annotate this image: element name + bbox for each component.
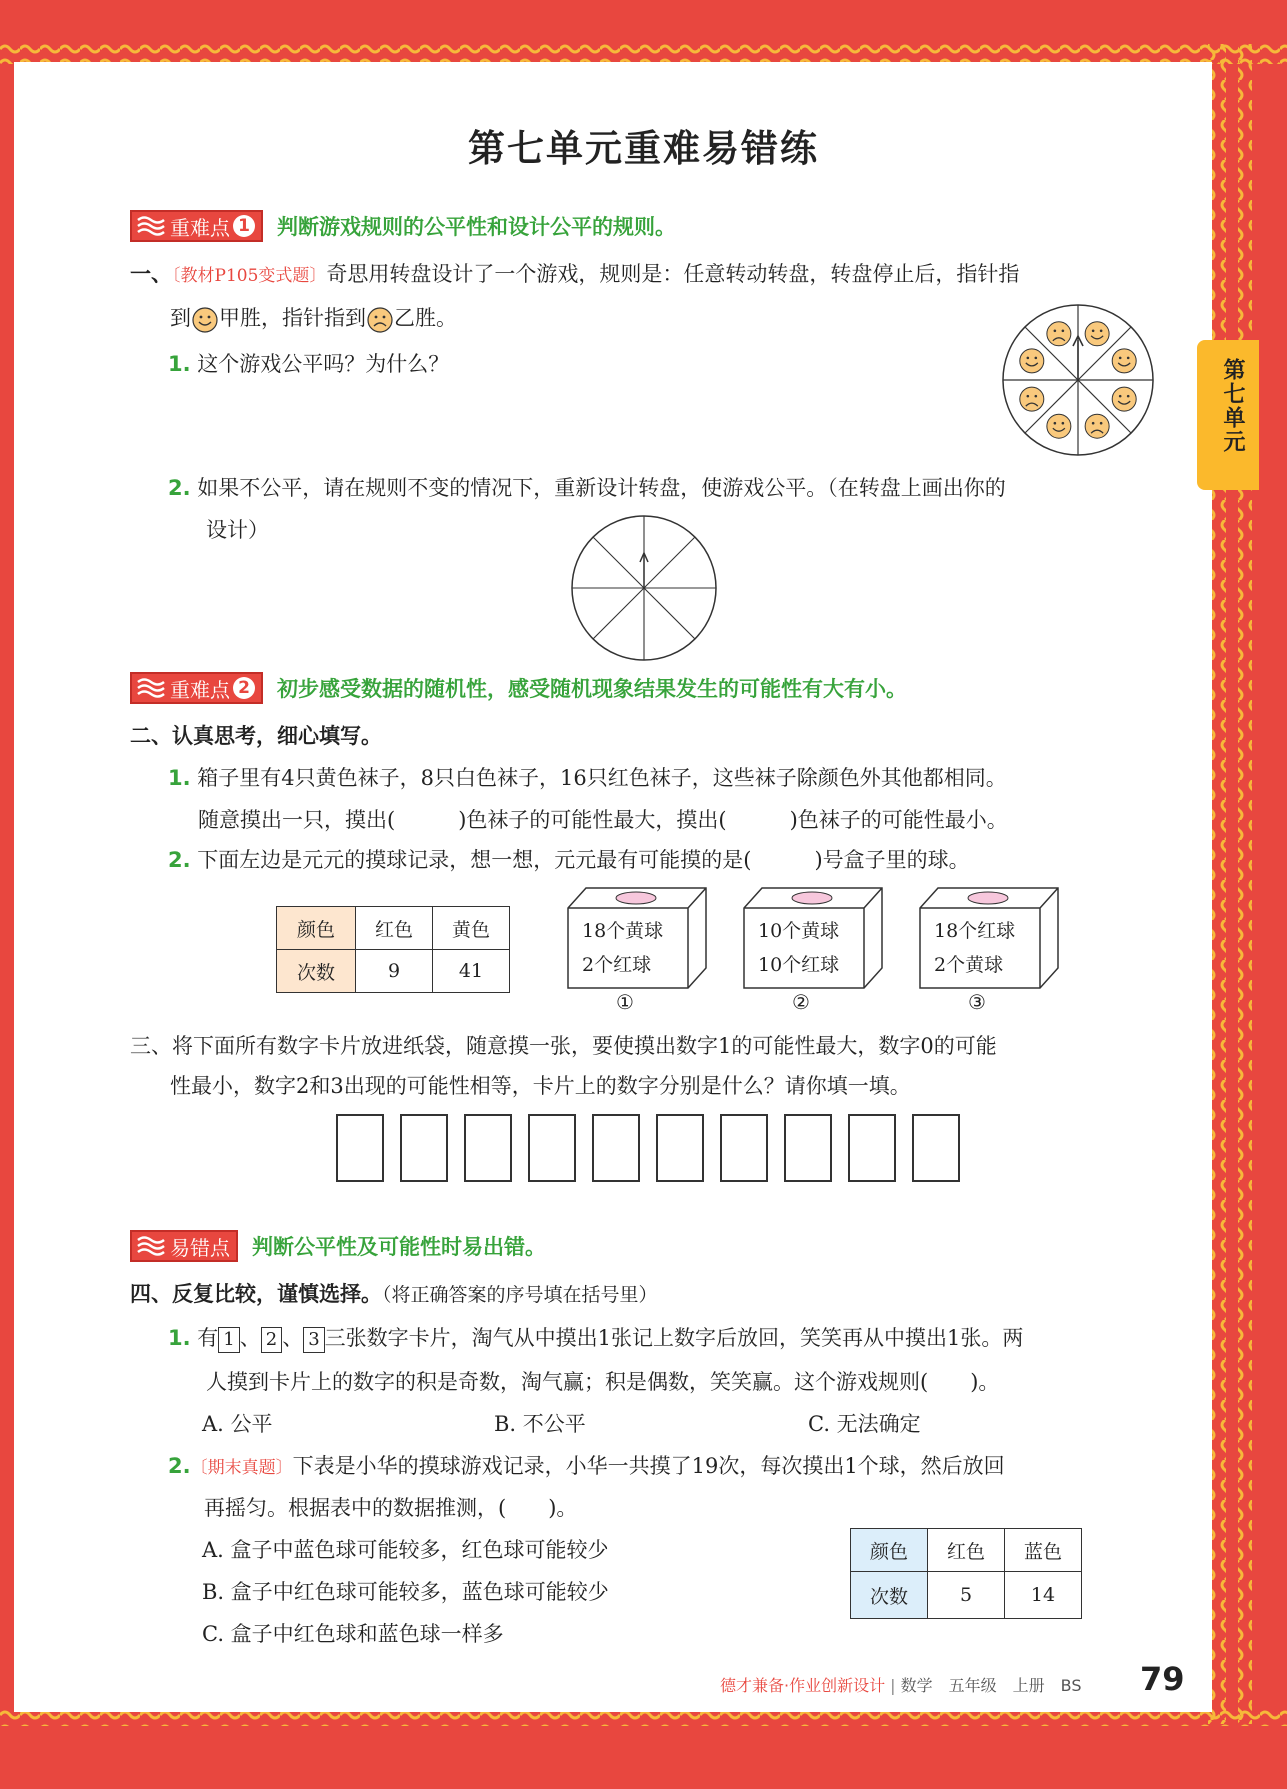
q4-sub1-pre: 有 — [197, 1326, 219, 1350]
sad-face-icon — [366, 306, 394, 334]
q1-sub2-text: 如果不公平，请在规则不变的情况下，重新设计转盘，使游戏公平。（在转盘上画出你的 — [197, 476, 1006, 500]
sad-face-icon — [1047, 322, 1071, 346]
box-number: ② — [792, 990, 810, 1014]
footer: 德才兼备·作业创新设计 | 数学 五年级 上册 BS — [720, 1676, 1082, 1695]
q4-sub1-line2: 人摸到卡片上的数字的积是奇数，淘气赢；积是偶数，笑笑赢。这个游戏规则( )。 — [206, 1370, 1000, 1394]
card-slot[interactable] — [848, 1114, 896, 1182]
separator: 、 — [282, 1326, 304, 1350]
table-cell: 5 — [928, 1572, 1005, 1619]
q4-heading — [130, 1278, 658, 1308]
waves-icon — [136, 214, 166, 238]
card-slot[interactable] — [400, 1114, 448, 1182]
ball-box-2 — [742, 886, 884, 1014]
smile-face-icon — [191, 306, 219, 334]
q2-record-table — [276, 906, 510, 993]
q2-sub1-line2: 随意摸出一只，摸出( )色袜子的可能性最大，摸出( )色袜子的可能性最小。 — [198, 808, 1008, 832]
key-point-2 — [130, 672, 907, 704]
waves-icon — [136, 676, 166, 700]
page-title: 第七单元重难易错练 — [468, 127, 819, 170]
box-line: 18个黄球 — [582, 920, 664, 942]
q2-heading: 二、认真思考，细心填写。 — [130, 724, 382, 748]
footer-info: 数学 五年级 上册 BS — [900, 1676, 1082, 1695]
smile-face-icon — [1085, 322, 1109, 346]
q4-sub2-option-c[interactable]: C. 盒子中红色球和蓝色球一样多 — [202, 1622, 504, 1646]
card-slot[interactable] — [464, 1114, 512, 1182]
digit-card: 2 — [261, 1327, 282, 1353]
q1-sub1 — [168, 348, 449, 378]
digit-card: 3 — [303, 1327, 324, 1353]
key-point-text: 判断公平性及可能性时易出错。 — [252, 1235, 546, 1259]
ball-box-3 — [918, 886, 1060, 1014]
q3-line1: 三、将下面所有数字卡片放进纸袋，随意摸一张，要使摸出数字1的可能性最大，数字0的可能 — [130, 1034, 997, 1058]
smile-face-icon — [1112, 387, 1136, 411]
smile-face-icon — [1020, 349, 1044, 373]
q4-record-table — [850, 1528, 1082, 1619]
q4-sub1-option-a[interactable]: A. 公平 — [202, 1412, 273, 1436]
box-line: 18个红球 — [934, 920, 1016, 942]
key-point-label: 重难点 — [170, 215, 230, 240]
q4-sub2-number: 2. — [168, 1454, 191, 1478]
box-line: 2个红球 — [582, 954, 652, 976]
q1-text-a: 到 — [170, 306, 191, 330]
q4-sub1-option-c[interactable]: C. 无法确定 — [808, 1412, 921, 1436]
key-point-1 — [130, 210, 676, 242]
box-line: 10个红球 — [758, 954, 840, 976]
table-cell: 14 — [1005, 1572, 1082, 1619]
key-point-badge — [130, 1230, 238, 1262]
sad-face-icon — [1020, 387, 1044, 411]
card-slot[interactable] — [656, 1114, 704, 1182]
q2-sub2-text: 下面左边是元元的摸球记录，想一想，元元最有可能摸的是( )号盒子里的球。 — [197, 848, 970, 872]
q4-sub2-text: 下表是小华的摸球游戏记录，小华一共摸了19次，每次摸出1个球，然后放回 — [292, 1454, 1005, 1478]
table-header-cell: 黄色 — [433, 907, 510, 950]
q1-sub2-line1 — [168, 472, 1006, 502]
q2-sub2 — [168, 844, 970, 874]
q2-sub1-line1 — [168, 762, 1007, 792]
box-number: ③ — [968, 990, 986, 1014]
table-row-label: 次数 — [851, 1572, 928, 1619]
q1-line1 — [130, 258, 1019, 288]
blank-spinner[interactable] — [570, 514, 718, 662]
card-slot[interactable] — [720, 1114, 768, 1182]
q1-sub2-line2: 设计） — [206, 518, 269, 542]
key-point-badge — [130, 672, 263, 704]
key-point-label: 重难点 — [170, 677, 230, 702]
key-point-number: 2 — [233, 677, 255, 699]
table-header-cell: 颜色 — [851, 1529, 928, 1572]
table-header-cell: 红色 — [928, 1529, 1005, 1572]
q1-text-b: 甲胜，指针指到 — [219, 306, 366, 330]
key-point-3 — [130, 1230, 546, 1262]
card-slot[interactable] — [528, 1114, 576, 1182]
key-point-label: 易错点 — [170, 1235, 230, 1260]
q1-sub1-text: 这个游戏公平吗？为什么？ — [197, 352, 450, 376]
q4-heading-note: （将正确答案的序号填在括号里） — [382, 1284, 658, 1306]
footer-brand: 德才兼备·作业创新设计 — [720, 1676, 886, 1695]
table-row-label: 次数 — [277, 950, 356, 993]
unit-side-tab — [1197, 340, 1259, 490]
table-cell: 9 — [356, 950, 433, 993]
q2-sub2-number: 2. — [168, 848, 191, 872]
q4-sub2-option-a[interactable]: A. 盒子中蓝色球可能较多，红色球可能较少 — [202, 1538, 609, 1562]
key-point-text: 初步感受数据的随机性，感受随机现象结果发生的可能性有大有小。 — [277, 677, 907, 701]
smile-face-icon — [1047, 414, 1071, 438]
table-header-cell: 蓝色 — [1005, 1529, 1082, 1572]
unit-side-tab-label: 第七单元 — [1220, 358, 1245, 454]
q2-sub1-text: 箱子里有4只黄色袜子，8只白色袜子，16只红色袜子，这些袜子除颜色外其他都相同。 — [197, 766, 1007, 790]
q4-sub2-option-b[interactable]: B. 盒子中红色球可能较多，蓝色球可能较少 — [202, 1580, 609, 1604]
table-header-cell: 颜色 — [277, 907, 356, 950]
table-cell: 41 — [433, 950, 510, 993]
key-point-badge — [130, 210, 263, 242]
card-slot[interactable] — [912, 1114, 960, 1182]
sad-face-icon — [1085, 414, 1109, 438]
key-point-text: 判断游戏规则的公平性和设计公平的规则。 — [277, 215, 676, 239]
card-slot[interactable] — [784, 1114, 832, 1182]
q4-sub1-option-b[interactable]: B. 不公平 — [494, 1412, 586, 1436]
q4-sub1-line1 — [168, 1322, 1023, 1353]
q1-prefix: 一、 — [130, 262, 172, 286]
spinner-with-faces — [1000, 302, 1156, 458]
q4-sub1-number: 1. — [168, 1326, 191, 1350]
q4-sub2-source-tag: 〔期末真题〕 — [190, 1458, 293, 1478]
smile-face-icon — [1112, 349, 1136, 373]
q1-line2 — [170, 302, 457, 334]
separator: 、 — [239, 1326, 261, 1350]
box-line: 2个黄球 — [934, 954, 1004, 976]
table-header-cell: 红色 — [356, 907, 433, 950]
card-slot[interactable] — [592, 1114, 640, 1182]
q1-source-tag: 〔教材P105变式题〕 — [172, 266, 327, 286]
q4-sub2-line2: 再摇匀。根据表中的数据推测，( )。 — [204, 1496, 578, 1520]
card-slot[interactable] — [336, 1114, 384, 1182]
page-number: 79 — [1140, 1660, 1185, 1698]
q2-sub1-number: 1. — [168, 766, 191, 790]
q4-heading-text: 四、反复比较，谨慎选择。 — [130, 1282, 382, 1306]
digit-card: 1 — [218, 1327, 239, 1353]
waves-icon — [136, 1234, 166, 1258]
ball-box-1 — [566, 886, 708, 1014]
q1-sub1-number: 1. — [168, 352, 191, 376]
q1-text-c: 乙胜。 — [394, 306, 457, 330]
q1-sub2-number: 2. — [168, 476, 191, 500]
box-line: 10个黄球 — [758, 920, 840, 942]
box-number: ① — [616, 990, 634, 1014]
q4-sub1-text: 三张数字卡片，淘气从中摸出1张记上数字后放回，笑笑再从中摸出1张。两 — [324, 1326, 1024, 1350]
q3-line2: 性最小，数字2和3出现的可能性相等，卡片上的数字分别是什么？请你填一填。 — [170, 1074, 911, 1098]
key-point-number: 1 — [233, 215, 255, 237]
q1-text: 奇思用转盘设计了一个游戏，规则是：任意转动转盘，转盘停止后，指针指 — [326, 262, 1020, 286]
q4-sub2-line1 — [168, 1450, 1005, 1480]
